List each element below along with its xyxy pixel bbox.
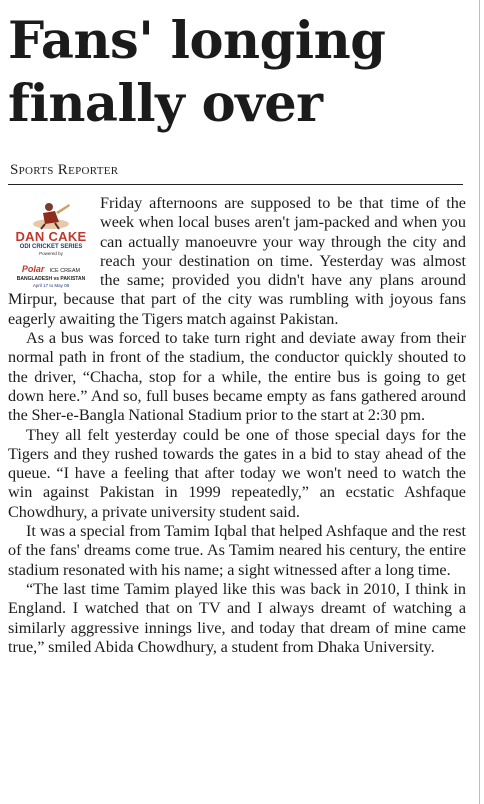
logo-powered-by: Powered by — [39, 251, 63, 256]
batsman-icon — [29, 200, 73, 230]
logo-series: ODI CRICKET SERIES — [19, 244, 83, 250]
paragraph-2: As a bus was forced to take turn right and deviate away from their normal path in front of the stadium, the conductor quickly shouted to the driver, “Chacha, stop for a while, the entire bus is going to get down here.” And so, full buses became empty as fans gathered around the Sher-e-Bangla National Stadium prior to the start at 2:30 pm. — [8, 329, 466, 425]
paragraph-1: Friday afternoons are supposed to be that time of the week when local buses aren't jam-packed and when you can actually manoeuvre your way through the city and reach your destination on time. Yesterday was almost the same; provided you didn't have any plans around Mirpur, because that part of the city was rumbling with joyous fans eagerly awaiting the Tigers match against Pakistan. — [8, 194, 466, 328]
paragraph-5: “The last time Tamim played like this was back in 2010, I think in England. I watched that on TV and I always dreamt of watching a similarly aggressive innings live, and today that dream of mine came true,” smiled Abida Chowdhury, a student from Dhaka University. — [8, 579, 466, 656]
logo-dates: April 17 to May 08 — [32, 283, 70, 288]
byline: Sports Reporter — [10, 162, 119, 178]
column-rule — [479, 0, 480, 804]
paragraph-3: They all felt yesterday could be one of those special days for the Tigers and they rushed towards the gates in a bid to stay ahead of the queue. “I have a feeling that after today we won't need to watch the win against Pakistan in 1999 repeatedly,” an ecstatic Ashfaque Chowdhury, a private university student said. — [8, 425, 466, 521]
logo-teams: BANGLADESH vs PAKISTAN — [16, 276, 86, 282]
byline-divider — [8, 184, 463, 185]
logo-brand: DAN CAKE — [15, 229, 87, 244]
series-logo — [7, 200, 95, 288]
paragraph-4: It was a special from Tamim Iqbal that helped Ashfaque and the rest of the fans' dreams come true. As Tamim neared his century, the entire stadium resonated with his name; a sight witnessed after a long time. — [8, 522, 466, 579]
logo-sponsor: Polar — [21, 264, 45, 274]
headline: Fans' longing finally over — [8, 11, 386, 134]
logo-sponsor-tag: ICE CREAM — [49, 268, 81, 274]
